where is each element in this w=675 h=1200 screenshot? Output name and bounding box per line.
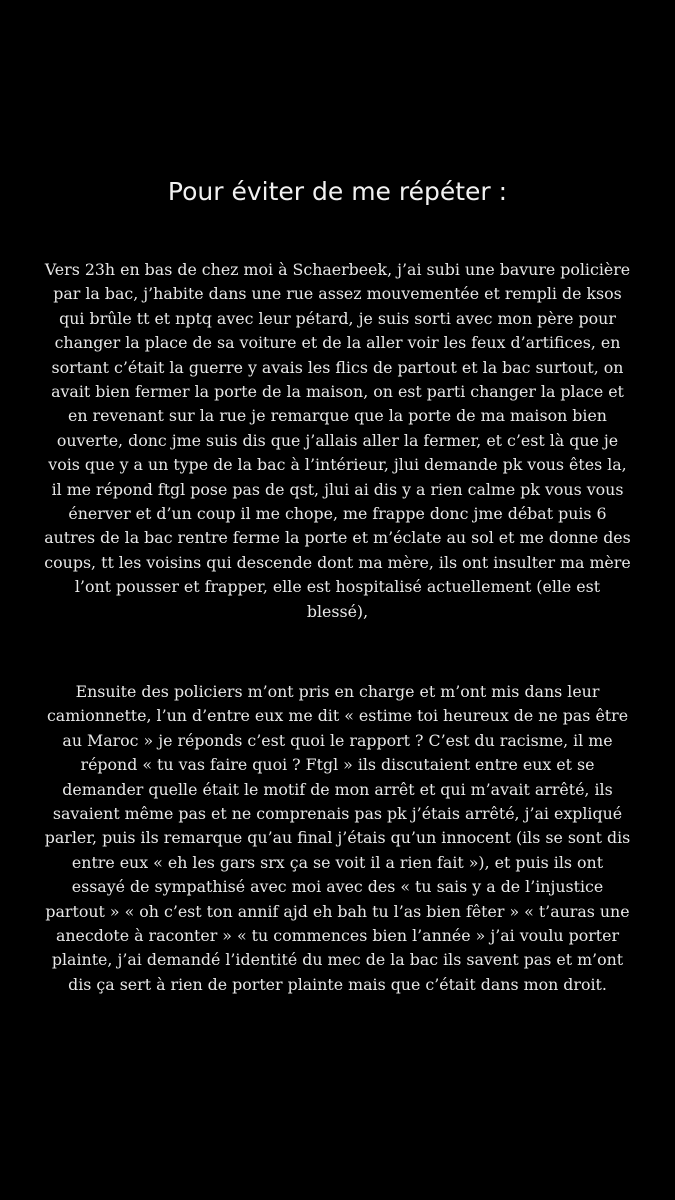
story-title: Pour éviter de me répéter :	[167, 177, 508, 206]
story-paragraph-2: Ensuite des policiers m’ont pris en charge et m’ont mis dans leur camionnette, l’un d’entre eux me dit « estime toi heureux de ne pas être au Maroc » je réponds c’est quoi le rapport ? C’est du racisme, il me répond « tu vas faire quoi ? Ftgl » ils discutaient entre eux et se demander quelle était le motif de mon arrêt et qui m’avait arrêté, ils savaient même pas et ne comprenais pas pk j’étais arrêté, j’ai expliqué parler, puis ils remarque qu’au final j’étais qu’un innocent (ils se sont dis entre eux « eh les gars srx ça se voit il a rien fait »), et puis ils ont essayé de sympathisé avec moi avec des « tu sais y a de l’injustice partout » « oh c’est ton annif ajd eh bah tu l’as bien fêter » « t’auras une anecdote à raconter » « tu commences bien l’année » j’ai voulu porter plainte, j’ai demandé l’identité du mec de la bac ils savent pas et m’ont dis ça sert à rien de porter plainte mais que c’était dans mon droit.	[44, 682, 631, 994]
story-paragraph-1: Vers 23h en bas de chez moi à Schaerbeek, j’ai subi une bavure policière par la bac, j’habite dans une rue assez mouvementée et rempli de ksos qui brûle tt et nptq avec leur pétard, je suis sorti avec mon père pour changer la place de sa voiture et de la aller voir les feux d’artifices, en sortant c’était la guerre y avais les flics de partout et la bac surtout, on avait bien fermer la porte de la maison, on est parti changer la place et en revenant sur la rue je remarque que la porte de ma maison bien ouverte, donc jme suis dis que j’allais aller la fermer, et c’est là que je vois que y a un type de la bac à l’intérieur, jlui demande pk vous êtes la, il me répond ftgl pose pas de qst, jlui ai dis y a rien calme pk vous vous énerver et d’un coup il me chope, me frappe donc jme débat puis 6 autres de la bac rentre ferme la porte et m’éclate au sol et me donne des coups, tt les voisins qui descende dont ma mère, ils ont insulter ma mère l’ont pousser et frapper, elle est hospitalisé actuellement (elle est blessé),	[44, 260, 631, 621]
